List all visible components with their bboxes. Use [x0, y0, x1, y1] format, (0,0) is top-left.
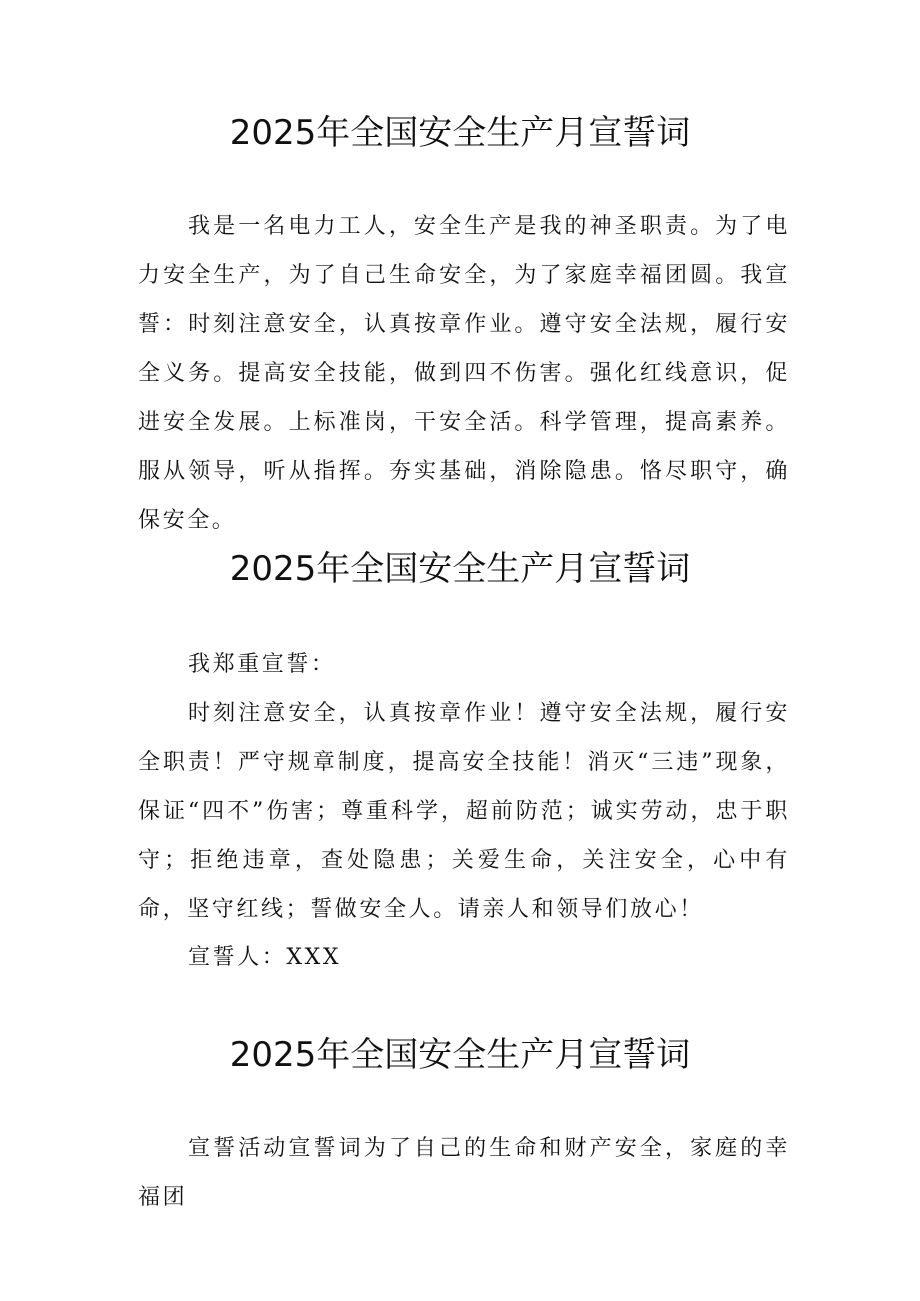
section-1-paragraph-1: 我是一名电力工人，安全生产是我的神圣职责。为了电力安全生产，为了自己生命安全，为了家庭幸福团圆。我宣誓：时刻注意安全，认真按章作业。遵守安全法规，履行安全义务。提高安全技能，做到四不伤害。强化红线意识，促进安全发展。上标准岗，干安全活。科学管理，提高素养。服从领导，听从指挥。夯实基础，消除隐患。恪尽职守，确保安全。 [138, 214, 790, 533]
section-title-2: 2025年全国安全生产月宣誓词 [229, 549, 691, 589]
section-2-paragraph-2: 时刻注意安全，认真按章作业！遵守安全法规，履行安全职责！严守规章制度，提高安全技能！消灭“三违”现象，保证“四不”伤害；尊重科学，超前防范；诚实劳动，忠于职守；拒绝违章，查处隐患；关爱生命，关注安全，心中有命，坚守红线；誓做安全人。请亲人和领导们放心！ [138, 701, 790, 922]
section-2-signatory: 宣誓人：XXX [188, 945, 342, 970]
section-title-1: 2025年全国安全生产月宣誓词 [229, 113, 691, 153]
section-title-3: 2025年全国安全生产月宣誓词 [229, 1035, 691, 1075]
section-2-paragraph-1: 我郑重宣誓： [188, 652, 336, 677]
section-3-paragraph-1: 宣誓活动宣誓词为了自己的生命和财产安全，家庭的幸福团 [138, 1136, 790, 1210]
